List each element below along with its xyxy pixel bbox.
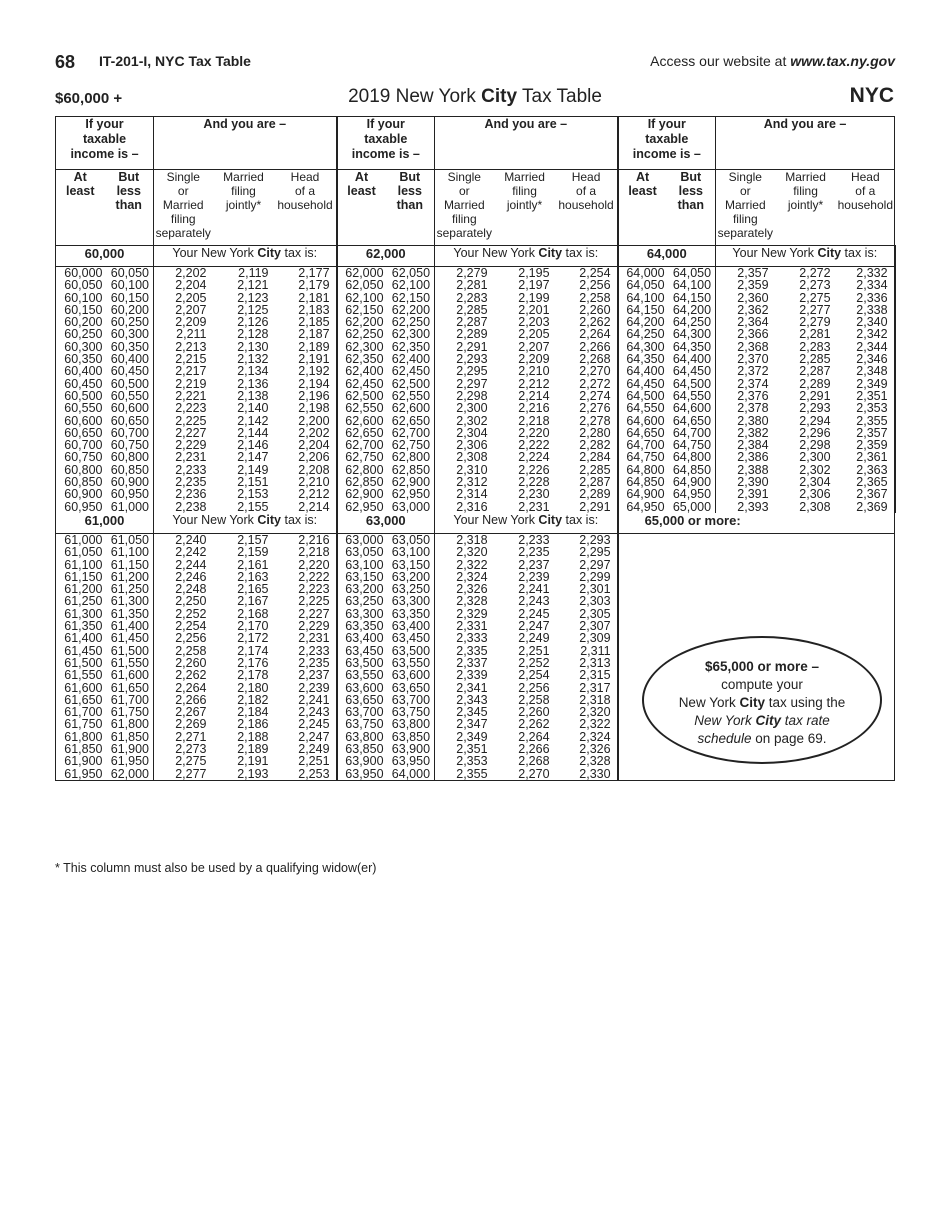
at-least-cell: 61,400 61,450 61,500 61,550 (64, 631, 103, 683)
married-jointly-tax-cell: 2,165 2,167 2,168 2,170 (237, 582, 269, 634)
married-jointly-tax-cell: 2,233 2,235 2,237 2,239 (518, 532, 550, 584)
but-less-than-cell: 62,650 62,700 62,750 62,800 (386, 415, 435, 464)
at-least-cell: 63,600 63,650 63,700 63,750 (345, 680, 384, 732)
married-jointly-tax-cell: 2,203 2,205 2,207 2,209 (518, 315, 550, 367)
section-label: Your New York City tax is: (154, 513, 337, 534)
head-of-household-tax-cell: 2,309 2,311 2,313 2,315 (556, 632, 618, 681)
married-jointly-tax-cell: 2,302 2,304 2,306 2,308 (799, 462, 831, 514)
section-label: Your New York City tax is: (435, 246, 618, 267)
at-least-header: At least (337, 170, 386, 246)
head-of-household-tax-cell: 2,216 2,218 2,220 2,222 (275, 533, 337, 583)
head-of-household-tax-cell: 2,223 2,225 2,227 2,229 (275, 583, 337, 632)
note-line-3 (644, 694, 880, 712)
and-you-are-header: And you are – (435, 117, 618, 170)
head-of-household-tax-cell: 2,332 2,334 2,336 2,338 (837, 267, 895, 317)
at-least-header: At least (618, 170, 667, 246)
single-tax-cell: 2,295 2,297 2,298 2,300 (456, 364, 488, 416)
over-65000-area (618, 533, 895, 583)
head-of-household-tax-cell: 2,285 2,287 2,289 2,291 (556, 464, 618, 513)
but-less-than-header: But less than (105, 170, 154, 246)
footnote: * This column must also be used by a qualifying widow(er) (55, 861, 377, 875)
head-of-household-header: Head of a household (837, 170, 895, 246)
but-less-than-cell: 63,250 63,300 63,350 63,400 (386, 583, 435, 632)
but-less-than-header: But less than (386, 170, 435, 246)
table-row-group (56, 415, 895, 464)
head-of-household-tax-cell: 2,270 2,272 2,274 2,276 (556, 365, 618, 414)
single-tax-cell: 2,326 2,328 2,329 2,331 (456, 582, 488, 634)
married-jointly-tax-cell: 2,210 2,212 2,214 2,216 (518, 364, 550, 416)
at-least-cell: 64,400 64,450 64,500 64,550 (626, 364, 665, 416)
married-jointly-tax-cell: 2,256 2,258 2,260 2,262 (518, 680, 550, 732)
single-tax-cell: 2,217 2,219 2,221 2,223 (175, 364, 207, 416)
head-of-household-tax-cell: 2,177 2,179 2,181 2,183 (275, 267, 337, 317)
note-line-5-italic: schedule (697, 731, 752, 746)
at-least-cell: 62,800 62,850 62,900 62,950 (345, 462, 384, 514)
single-tax-cell: 2,225 2,227 2,229 2,231 (175, 413, 207, 465)
married-jointly-tax-cell: 2,134 2,136 2,138 2,140 (237, 364, 269, 416)
at-least-cell: 60,400 60,450 60,500 60,550 (64, 364, 103, 416)
single-tax-cell: 2,302 2,304 2,306 2,308 (456, 413, 488, 465)
single-tax-cell: 2,380 2,382 2,384 2,386 (737, 413, 769, 465)
married-jointly-tax-cell: 2,119 2,121 2,123 2,125 (237, 266, 269, 317)
note-line-4-city: City (755, 713, 781, 728)
single-tax-cell: 2,341 2,343 2,345 2,347 (456, 680, 488, 732)
at-least-cell: 63,400 63,450 63,500 63,550 (345, 631, 384, 683)
single-tax-cell: 2,333 2,335 2,337 2,339 (456, 631, 488, 683)
section-label: Your New York City tax is: (716, 246, 895, 267)
note-line-3-post: tax using the (765, 695, 846, 710)
website-notice (650, 53, 895, 69)
married-jointly-tax-cell: 2,287 2,289 2,291 2,293 (799, 364, 831, 416)
head-of-household-tax-cell: 2,254 2,256 2,258 2,260 (556, 267, 618, 317)
married-jointly-tax-cell: 2,157 2,159 2,161 2,163 (237, 532, 269, 584)
single-tax-cell: 2,209 2,211 2,213 2,215 (175, 315, 207, 367)
married-jointly-tax-cell: 2,188 2,189 2,191 2,193 (237, 729, 269, 781)
head-of-household-tax-cell: 2,208 2,210 2,212 2,214 (275, 464, 337, 513)
but-less-than-cell: 60,250 60,300 60,350 60,400 (105, 316, 154, 365)
but-less-than-cell: 60,450 60,500 60,550 60,600 (105, 365, 154, 414)
single-tax-cell: 2,364 2,366 2,368 2,370 (737, 315, 769, 367)
single-tax-cell: 2,248 2,250 2,252 2,254 (175, 582, 207, 634)
single-tax-cell: 2,357 2,359 2,360 2,362 (737, 266, 769, 317)
note-line-4-pre: New York (694, 713, 756, 728)
head-of-household-header: Head of a household (556, 170, 618, 246)
at-least-cell: 64,200 64,250 64,300 64,350 (626, 315, 665, 367)
at-least-cell: 63,200 63,250 63,300 63,350 (345, 582, 384, 634)
but-less-than-cell: 61,450 61,500 61,550 61,600 (105, 632, 154, 681)
at-least-cell: 64,600 64,650 64,700 64,750 (626, 413, 665, 465)
at-least-cell: 60,200 60,250 60,300 60,350 (64, 315, 103, 367)
section-label: Your New York City tax is: (435, 513, 618, 534)
note-line-3-pre: New York (678, 695, 740, 710)
section-amount: 64,000 (618, 246, 716, 267)
married-jointly-tax-cell: 2,126 2,128 2,130 2,132 (237, 315, 269, 367)
married-jointly-tax-cell: 2,142 2,144 2,146 2,147 (237, 413, 269, 465)
married-jointly-header: Married filing jointly* (213, 170, 275, 246)
at-least-cell: 60,600 60,650 60,700 60,750 (64, 413, 103, 465)
head-of-household-tax-cell: 2,278 2,280 2,282 2,284 (556, 415, 618, 464)
but-less-than-cell: 60,650 60,700 60,750 60,800 (105, 415, 154, 464)
head-of-household-tax-cell: 2,293 2,295 2,297 2,299 (556, 533, 618, 583)
at-least-cell: 61,000 61,050 61,100 61,150 (64, 532, 103, 584)
single-tax-cell: 2,372 2,374 2,376 2,378 (737, 364, 769, 416)
website-url[interactable]: www.tax.ny.gov (790, 53, 895, 69)
section-title-row (56, 513, 895, 534)
head-of-household-tax-cell: 2,324 2,326 2,328 2,330 (556, 731, 618, 781)
head-of-household-tax-cell: 2,231 2,233 2,235 2,237 (275, 632, 337, 681)
head-of-household-header: Head of a household (275, 170, 337, 246)
but-less-than-cell: 63,450 63,500 63,550 63,600 (386, 632, 435, 681)
married-jointly-header: Married filing jointly* (494, 170, 556, 246)
table-row-group (56, 267, 895, 317)
married-jointly-tax-cell: 2,195 2,197 2,199 2,201 (518, 266, 550, 317)
single-tax-cell: 2,279 2,281 2,283 2,285 (456, 266, 488, 317)
at-least-cell: 60,000 60,050 60,100 60,150 (64, 266, 103, 317)
at-least-cell: 61,800 61,850 61,900 61,950 (64, 729, 103, 781)
over-65000-label: 65,000 or more: (618, 513, 895, 534)
but-less-than-cell: 64,250 64,300 64,350 64,400 (667, 316, 716, 365)
if-income-header: If your taxable income is – (56, 117, 154, 170)
section-amount: 61,000 (56, 513, 154, 534)
at-least-cell: 64,000 64,050 64,100 64,150 (626, 266, 665, 317)
at-least-cell: 62,600 62,650 62,700 62,750 (345, 413, 384, 465)
but-less-than-cell: 61,250 61,300 61,350 61,400 (105, 583, 154, 632)
single-tax-cell: 2,240 2,242 2,244 2,246 (175, 532, 207, 584)
at-least-cell: 62,400 62,450 62,500 62,550 (345, 364, 384, 416)
if-income-header: If your taxable income is – (618, 117, 716, 170)
married-jointly-tax-cell: 2,241 2,243 2,245 2,247 (518, 582, 550, 634)
but-less-than-cell: 61,050 61,100 61,150 61,200 (105, 533, 154, 583)
at-least-header: At least (56, 170, 105, 246)
married-jointly-tax-cell: 2,294 2,296 2,298 2,300 (799, 413, 831, 465)
single-tax-cell: 2,271 2,273 2,275 2,277 (175, 729, 207, 781)
but-less-than-cell: 62,250 62,300 62,350 62,400 (386, 316, 435, 365)
title-pre: 2019 New York (348, 86, 482, 107)
but-less-than-cell: 63,850 63,900 63,950 64,000 (386, 731, 435, 781)
head-of-household-tax-cell: 2,239 2,241 2,243 2,245 (275, 682, 337, 731)
table-row-group (56, 365, 895, 414)
but-less-than-cell: 61,850 61,900 61,950 62,000 (105, 731, 154, 781)
note-line-5 (644, 730, 880, 748)
head-of-household-tax-cell: 2,340 2,342 2,344 2,346 (837, 316, 895, 365)
form-name: IT-201-I, NYC Tax Table (99, 53, 251, 69)
head-of-household-tax-cell: 2,363 2,365 2,367 2,369 (837, 464, 895, 513)
married-jointly-tax-cell: 2,249 2,251 2,252 2,254 (518, 631, 550, 683)
single-tax-cell: 2,388 2,390 2,391 2,393 (737, 462, 769, 514)
head-of-household-tax-cell: 2,301 2,303 2,305 2,307 (556, 583, 618, 632)
title-post: Tax Table (517, 86, 602, 107)
married-jointly-tax-cell: 2,226 2,228 2,230 2,231 (518, 462, 550, 514)
but-less-than-cell: 64,850 64,900 64,950 65,000 (667, 464, 716, 513)
married-jointly-tax-cell: 2,172 2,174 2,176 2,178 (237, 631, 269, 683)
note-line-5-post: on page 69. (751, 731, 827, 746)
at-least-cell: 64,800 64,850 64,900 64,950 (626, 462, 665, 514)
single-tax-cell: 2,287 2,289 2,291 2,293 (456, 315, 488, 367)
section-amount: 62,000 (337, 246, 435, 267)
over-65000-area (618, 583, 895, 632)
married-jointly-tax-cell: 2,272 2,273 2,275 2,277 (799, 266, 831, 317)
but-less-than-cell: 61,650 61,700 61,750 61,800 (105, 682, 154, 731)
at-least-cell: 61,200 61,250 61,300 61,350 (64, 582, 103, 634)
table-row-group (56, 533, 895, 583)
section-amount: 63,000 (337, 513, 435, 534)
section-title-row (56, 246, 895, 267)
single-tax-cell: 2,310 2,312 2,314 2,316 (456, 462, 488, 514)
single-header: Single or Married filing separately (154, 170, 213, 246)
single-tax-cell: 2,256 2,258 2,260 2,262 (175, 631, 207, 683)
but-less-than-cell: 64,050 64,100 64,150 64,200 (667, 267, 716, 317)
but-less-than-cell: 64,450 64,500 64,550 64,600 (667, 365, 716, 414)
at-least-cell: 63,800 63,850 63,900 63,950 (345, 729, 384, 781)
page-header (55, 52, 895, 72)
head-of-household-tax-cell: 2,317 2,318 2,320 2,322 (556, 682, 618, 731)
corner-label: NYC (849, 84, 894, 107)
married-jointly-tax-cell: 2,149 2,151 2,153 2,155 (237, 462, 269, 514)
head-of-household-tax-cell: 2,185 2,187 2,189 2,191 (275, 316, 337, 365)
header-row-2 (56, 170, 895, 246)
at-least-cell: 61,600 61,650 61,700 61,750 (64, 680, 103, 732)
head-of-household-tax-cell: 2,200 2,202 2,204 2,206 (275, 415, 337, 464)
but-less-than-cell: 62,850 62,900 62,950 63,000 (386, 464, 435, 513)
note-line-4-post: tax rate (781, 713, 830, 728)
married-jointly-header: Married filing jointly* (775, 170, 837, 246)
head-of-household-tax-cell: 2,192 2,194 2,196 2,198 (275, 365, 337, 414)
and-you-are-header: And you are – (154, 117, 337, 170)
single-tax-cell: 2,202 2,204 2,205 2,207 (175, 266, 207, 317)
but-less-than-cell: 62,050 62,100 62,150 62,200 (386, 267, 435, 317)
but-less-than-cell: 60,050 60,100 60,150 60,200 (105, 267, 154, 317)
head-of-household-tax-cell: 2,355 2,357 2,359 2,361 (837, 415, 895, 464)
married-jointly-tax-cell: 2,218 2,220 2,222 2,224 (518, 413, 550, 465)
note-line-4 (644, 712, 880, 730)
single-header: Single or Married filing separately (435, 170, 494, 246)
single-tax-cell: 2,264 2,266 2,267 2,269 (175, 680, 207, 732)
header-row-1 (56, 117, 895, 170)
note-line-2: compute your (721, 677, 803, 692)
page-number: 68 (55, 52, 76, 72)
title-city: City (481, 86, 518, 107)
table-row-group (56, 583, 895, 632)
head-of-household-tax-cell: 2,348 2,349 2,351 2,353 (837, 365, 895, 414)
note-line-3-city: City (739, 695, 765, 710)
page-title (0, 86, 950, 108)
at-least-cell: 63,000 63,050 63,100 63,150 (345, 532, 384, 584)
section-amount: 60,000 (56, 246, 154, 267)
married-jointly-tax-cell: 2,264 2,266 2,268 2,270 (518, 729, 550, 781)
but-less-than-cell: 64,650 64,700 64,750 64,800 (667, 415, 716, 464)
but-less-than-cell: 62,450 62,500 62,550 62,600 (386, 365, 435, 414)
and-you-are-header: And you are – (716, 117, 895, 170)
but-less-than-cell: 60,850 60,900 60,950 61,000 (105, 464, 154, 513)
income-range: $60,000 + (55, 90, 123, 107)
at-least-cell: 62,000 62,050 62,100 62,150 (345, 266, 384, 317)
but-less-than-header: But less than (667, 170, 716, 246)
but-less-than-cell: 63,650 63,700 63,750 63,800 (386, 682, 435, 731)
married-jointly-tax-cell: 2,180 2,182 2,184 2,186 (237, 680, 269, 732)
over-65000-note (642, 636, 882, 764)
but-less-than-cell: 63,050 63,100 63,150 63,200 (386, 533, 435, 583)
single-header: Single or Married filing separately (716, 170, 775, 246)
table-row-group (56, 316, 895, 365)
single-tax-cell: 2,349 2,351 2,353 2,355 (456, 729, 488, 781)
head-of-household-tax-cell: 2,247 2,249 2,251 2,253 (275, 731, 337, 781)
at-least-cell: 62,200 62,250 62,300 62,350 (345, 315, 384, 367)
website-prefix: Access our website at (650, 53, 791, 69)
single-tax-cell: 2,233 2,235 2,236 2,238 (175, 462, 207, 514)
single-tax-cell: 2,318 2,320 2,322 2,324 (456, 532, 488, 584)
married-jointly-tax-cell: 2,279 2,281 2,283 2,285 (799, 315, 831, 367)
if-income-header: If your taxable income is – (337, 117, 435, 170)
section-label: Your New York City tax is: (154, 246, 337, 267)
table-row-group (56, 464, 895, 513)
note-heading: $65,000 or more – (704, 659, 820, 674)
head-of-household-tax-cell: 2,262 2,264 2,266 2,268 (556, 316, 618, 365)
at-least-cell: 60,800 60,850 60,900 60,950 (64, 462, 103, 514)
